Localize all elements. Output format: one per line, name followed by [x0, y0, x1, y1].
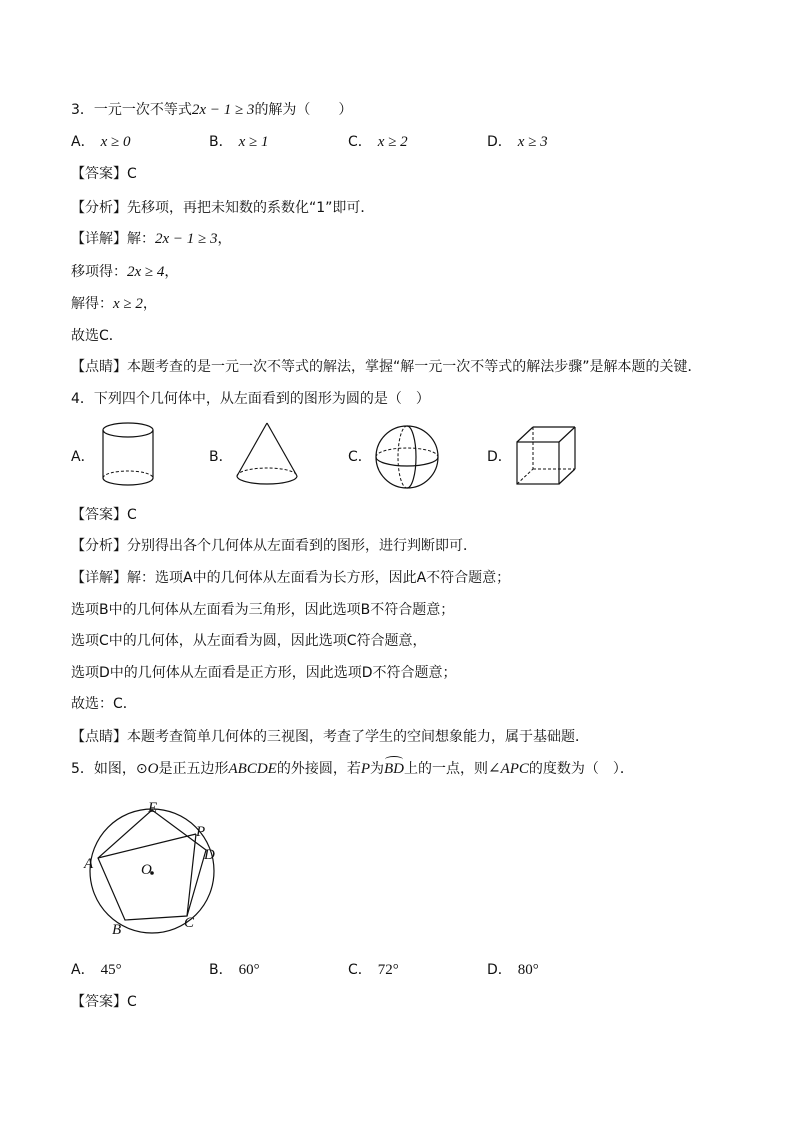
q4-option-c-label: C． — [348, 449, 372, 465]
label-b: B — [112, 922, 122, 938]
sphere-icon — [374, 424, 440, 490]
q3-option-b: B． x ≥ 1 — [209, 134, 269, 150]
q5-option-d: D． 80° — [487, 962, 539, 978]
q3-step3: 解得：x ≥ 2， — [71, 296, 157, 312]
arc-bd: BD — [384, 761, 404, 777]
q3-answer: 【答案】C — [71, 166, 137, 182]
q4-option-d-label: D． — [487, 449, 512, 465]
q3-option-d: D． x ≥ 3 — [487, 134, 548, 150]
q4-comment: 【点睛】本题考查简单几何体的三视图，考查了学生的空间想象能力，属于基础题． — [71, 729, 589, 745]
q3-comment: 【点睛】本题考查的是一元一次不等式的解法，掌握“解一元一次不等式的解法步骤”是解本题的关键． — [71, 359, 702, 375]
cone-icon — [234, 420, 300, 488]
q3-stem-expr: 2x − 1 ≥ 3 — [191, 102, 255, 118]
q4-detail: 【详解】解：选项A中的几何体从左面看为长方形，因此A不符合题意； — [71, 570, 511, 586]
pentagon-circle-figure — [80, 796, 230, 941]
q4-choose: 故选：C． — [71, 696, 137, 712]
q4-answer: 【答案】C — [71, 507, 137, 523]
q3-option-c: C． x ≥ 2 — [348, 134, 408, 150]
label-d: D — [204, 847, 215, 863]
cube-icon — [514, 424, 578, 488]
label-c: C — [184, 915, 195, 931]
q3-stem-pre: 3．一元一次不等式 — [71, 102, 192, 118]
q5-stem: 5．如图，⊙O是正五边形ABCDE的外接圆，若P为BD上的一点，则∠APC的度数为（ ）． — [71, 761, 634, 777]
q4-option-a-label: A． — [71, 449, 95, 465]
label-a: A — [84, 856, 94, 872]
q5-option-b: B． 60° — [209, 962, 260, 978]
q4-analysis: 【分析】分别得出各个几何体从左面看到的图形，进行判断即可． — [71, 538, 477, 554]
label-o: O — [141, 862, 152, 878]
q4-option-b-label: B． — [209, 449, 233, 465]
q3-detail: 【详解】解：2x − 1 ≥ 3， — [71, 231, 232, 247]
q3-step2: 移项得：2x ≥ 4， — [71, 264, 179, 280]
q4-detail-2: 选项B中的几何体从左面看为三角形，因此选项B不符合题意； — [71, 602, 455, 618]
q4-stem: 4．下列四个几何体中，从左面看到的图形为圆的是（ ） — [71, 391, 430, 407]
cylinder-icon — [100, 420, 156, 488]
q4-detail-4: 选项D中的几何体从左面看是正方形，因此选项D不符合题意； — [71, 665, 457, 681]
circle-o-symbol: ⊙ — [135, 761, 148, 777]
q3-analysis: 【分析】先移项，再把未知数的系数化“1”即可． — [71, 200, 375, 216]
q5-option-a: A． 45° — [71, 962, 122, 978]
q3-choose: 故选C． — [71, 328, 123, 344]
q5-answer: 【答案】C — [71, 994, 137, 1010]
q5-option-c: C． 72° — [348, 962, 399, 978]
label-e: E — [148, 800, 158, 816]
label-p: P — [196, 824, 206, 840]
q3-stem-post: 的解为（ ） — [254, 102, 353, 118]
q3-option-a: A． x ≥ 0 — [71, 134, 131, 150]
q4-detail-3: 选项C中的几何体，从左面看为圆，因此选项C符合题意， — [71, 633, 427, 649]
q3-stem — [71, 100, 352, 120]
